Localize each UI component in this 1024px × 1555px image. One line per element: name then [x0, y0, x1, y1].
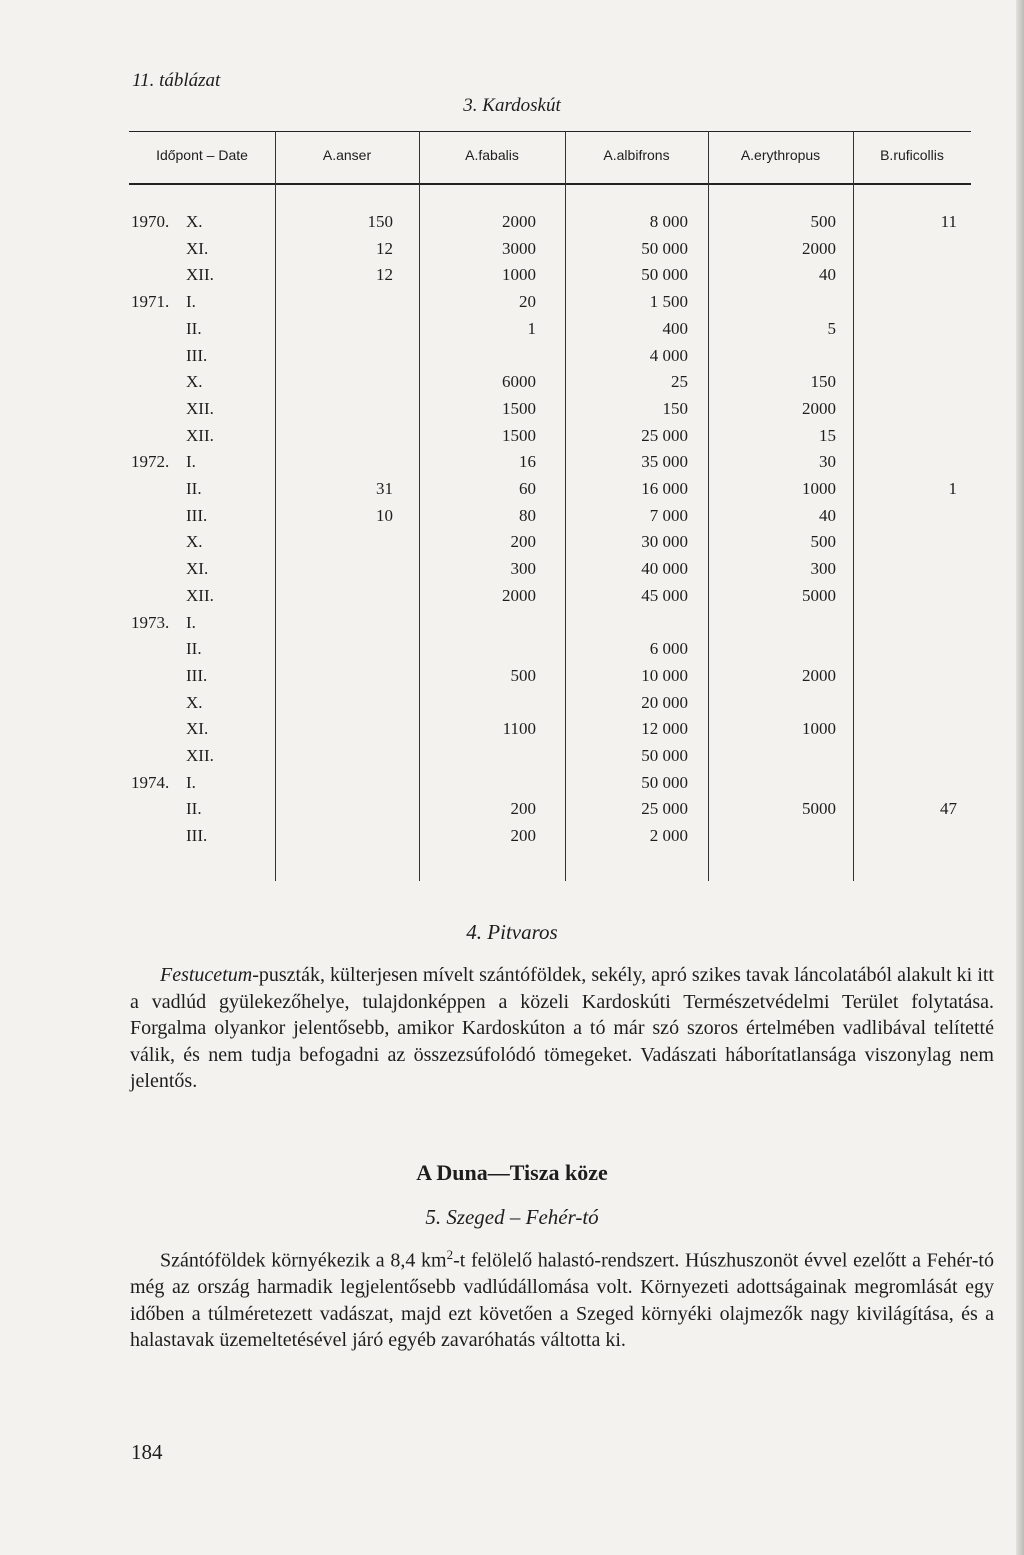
- table-cell: 2000: [802, 399, 836, 418]
- table-cell: 16 000: [641, 479, 688, 498]
- table-cell: 80: [519, 506, 536, 525]
- table-cell: 2000: [802, 239, 836, 258]
- row-month: III.: [186, 506, 208, 525]
- row-month: III.: [186, 666, 208, 685]
- table-cell: 3000: [502, 239, 536, 258]
- row-month: II.: [186, 479, 202, 498]
- row-year: 1974.: [131, 773, 170, 792]
- table-cell: 150: [810, 372, 836, 391]
- table-cell: 1: [527, 319, 536, 338]
- table-cell: 25 000: [641, 799, 688, 818]
- superscript: 2: [446, 1247, 454, 1262]
- italic-lead: Festucetum: [160, 964, 253, 986]
- row-year: 1971.: [131, 292, 170, 311]
- row-month: XII.: [186, 746, 214, 765]
- column-header-ruficollis: B.ruficollis: [880, 147, 944, 163]
- paragraph-text: -t felölelő halastó-rendszert. Húszhuszonöt évvel ezelőtt a Fehér-tó még az ország harmadik legjelentősebb vadlúdállomása volt. Környezeti adottságainak megromlását egy időben a túlméretezett vadászat, majd ezt követően a Szeged környéki olajmezők nagy kivilágítása, és a halastavak üzemeltetésével járó egyéb zavaróhatás váltotta ki.: [130, 1249, 994, 1352]
- column-divider: [419, 131, 420, 881]
- table-top-rule: [129, 131, 971, 132]
- table-cell: 40: [819, 265, 836, 284]
- table-cell: 5: [827, 319, 836, 338]
- table-cell: 300: [810, 559, 836, 578]
- paragraph-text: Szántóföldek környékezik a 8,4 km: [160, 1249, 447, 1272]
- row-month: III.: [186, 826, 208, 845]
- table-cell: 1: [948, 479, 957, 498]
- table-cell: 200: [510, 799, 536, 818]
- table-cell: 500: [810, 212, 836, 231]
- table-cell: 20: [519, 292, 536, 311]
- table-cell: 7 000: [649, 506, 688, 525]
- row-month: XII.: [186, 426, 214, 445]
- row-month: X.: [186, 693, 203, 712]
- table-cell: 2000: [502, 212, 536, 231]
- table-cell: 1500: [502, 399, 536, 418]
- table-cell: 500: [810, 532, 836, 551]
- table-cell: 31: [376, 479, 393, 498]
- table-cell: 300: [510, 559, 536, 578]
- table-cell: 4 000: [649, 346, 688, 365]
- row-month: XI.: [186, 559, 209, 578]
- table-cell: 30 000: [641, 532, 688, 551]
- table-cell: 5000: [802, 586, 836, 605]
- row-month: XI.: [186, 719, 209, 738]
- section-5-heading: 5. Szeged – Fehér-tó: [425, 1205, 599, 1229]
- table-cell: 50 000: [641, 773, 688, 792]
- column-header-erythropus: A.erythropus: [740, 147, 821, 163]
- table-cell: 25 000: [641, 426, 688, 445]
- table-cell: 150: [662, 399, 688, 418]
- row-month: XII.: [186, 265, 214, 284]
- table-cell: 15: [819, 426, 836, 445]
- row-month: II.: [186, 799, 202, 818]
- table-cell: 60: [519, 479, 536, 498]
- row-month: X.: [186, 372, 203, 391]
- row-month: XII.: [186, 586, 214, 605]
- row-year: 1970.: [131, 212, 170, 231]
- table-cell: 6000: [502, 372, 536, 391]
- row-month: II.: [186, 319, 202, 338]
- row-month: I.: [186, 773, 196, 792]
- table-cell: 50 000: [641, 239, 688, 258]
- row-month: III.: [186, 346, 208, 365]
- column-divider: [708, 131, 709, 881]
- page-edge: [1016, 0, 1024, 1555]
- table-label: 11. táblázat: [132, 70, 221, 91]
- paragraph-text: -puszták, külterjesen mívelt szántóföldek, sekély, apró szikes tavak láncolatából alakult ki itt a vadlúd gyülekezőhelye, tulajdonképpen a közeli Kardoskúti Természetvédelmi Terület folytatása. Forgalma olyankor jelentősebb, amikor Kardoskúton a tó már szó szoros értelmében vadlibával telítetté válik, és nem tudja befogadni az összezsúfolódó tömegeket. Vadászati háborítatlansága viszonylag nem jelentős.: [130, 964, 994, 1093]
- section-4-heading: 4. Pitvaros: [466, 920, 558, 944]
- table-cell: 45 000: [641, 586, 688, 605]
- table-cell: 25: [671, 372, 688, 391]
- table-cell: 12 000: [641, 719, 688, 738]
- column-divider: [275, 131, 276, 881]
- table-cell: 1000: [802, 719, 836, 738]
- column-divider: [565, 131, 566, 881]
- table-cell: 1 500: [649, 292, 688, 311]
- table-header-rule: [129, 183, 971, 185]
- table-cell: 20 000: [641, 693, 688, 712]
- row-year: 1973.: [131, 613, 170, 632]
- row-month: I.: [186, 452, 196, 471]
- table-cell: 200: [510, 826, 536, 845]
- table-cell: 500: [510, 666, 536, 685]
- table-cell: 50 000: [641, 265, 688, 284]
- table-cell: 200: [510, 532, 536, 551]
- row-year: 1972.: [131, 452, 170, 471]
- table-cell: 2 000: [649, 826, 688, 845]
- table-cell: 8 000: [649, 212, 688, 231]
- table-cell: 6 000: [649, 639, 688, 658]
- page-number: 184: [131, 1440, 163, 1464]
- column-header-anser: A.anser: [322, 147, 372, 163]
- row-month: I.: [186, 613, 196, 632]
- table-cell: 2000: [502, 586, 536, 605]
- table-cell: 47: [940, 799, 957, 818]
- table-cell: 40: [819, 506, 836, 525]
- table-cell: 10 000: [641, 666, 688, 685]
- row-month: XII.: [186, 399, 214, 418]
- table-cell: 50 000: [641, 746, 688, 765]
- table-cell: 16: [519, 452, 536, 471]
- region-heading: A Duna—Tisza köze: [416, 1160, 608, 1185]
- table-cell: 12: [376, 239, 393, 258]
- table-cell: 30: [819, 452, 836, 471]
- section-5-paragraph: [130, 1242, 994, 1354]
- row-month: XI.: [186, 239, 209, 258]
- column-header-date: Időpont – Date: [156, 147, 248, 163]
- column-header-albifrons: A.albifrons: [603, 147, 670, 163]
- table-cell: 2000: [802, 666, 836, 685]
- table-cell: 1000: [502, 265, 536, 284]
- table-cell: 12: [376, 265, 393, 284]
- table-cell: 11: [940, 212, 957, 231]
- row-month: I.: [186, 292, 196, 311]
- table-cell: 1100: [502, 719, 536, 738]
- table-cell: 400: [662, 319, 688, 338]
- row-month: X.: [186, 212, 203, 231]
- table-cell: 1000: [802, 479, 836, 498]
- column-divider: [853, 131, 854, 881]
- table-cell: 40 000: [641, 559, 688, 578]
- table-cell: 10: [376, 506, 393, 525]
- table-cell: 150: [367, 212, 393, 231]
- section-4-paragraph: [130, 962, 994, 1095]
- table-cell: 35 000: [641, 452, 688, 471]
- column-header-fabalis: A.fabalis: [465, 147, 519, 163]
- table-subtitle: 3. Kardoskút: [463, 95, 561, 116]
- data-table: [129, 131, 971, 881]
- row-month: II.: [186, 639, 202, 658]
- row-month: X.: [186, 532, 203, 551]
- table-cell: 5000: [802, 799, 836, 818]
- table-cell: 1500: [502, 426, 536, 445]
